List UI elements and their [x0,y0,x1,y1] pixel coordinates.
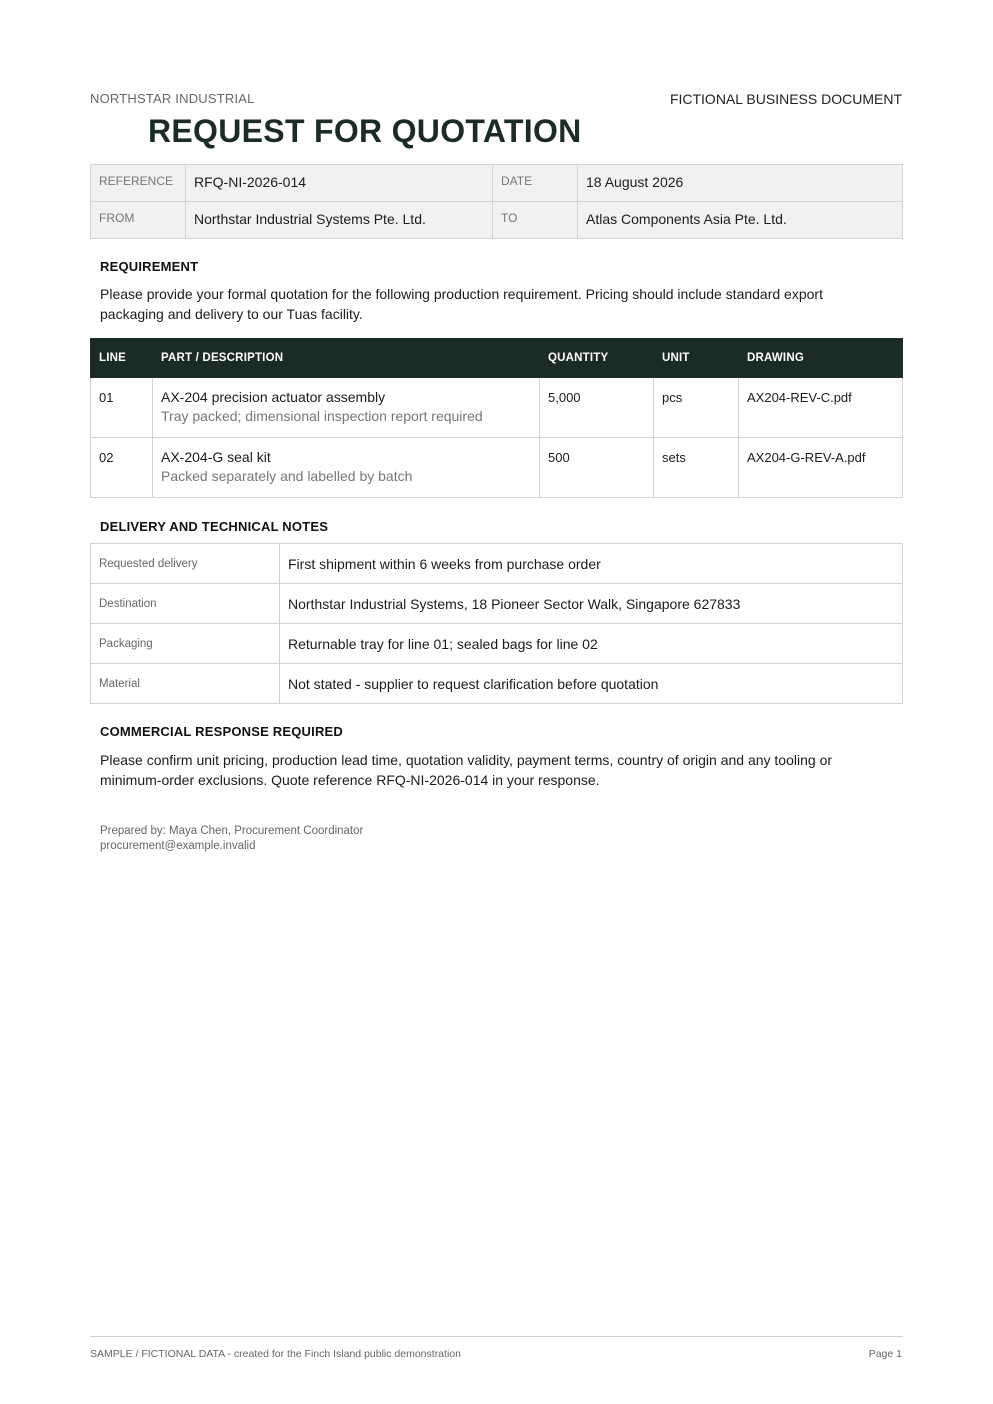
reference-label: REFERENCE [91,165,186,202]
from-label: FROM [91,202,186,239]
to-label: TO [493,202,578,239]
items-table [90,338,903,498]
requirement-heading: REQUIREMENT [100,259,199,274]
column-header-unit: UNIT [654,339,739,378]
company-name: NORTHSTAR INDUSTRIAL [90,91,255,106]
unit-value: sets [654,438,739,498]
date-label: DATE [493,165,578,202]
drawing-filename: AX204-REV-C.pdf [739,378,903,438]
meta-row [91,165,903,202]
column-header-line: LINE [91,339,153,378]
note-label: Packaging [91,624,280,664]
reference-value: RFQ-NI-2026-014 [186,165,493,202]
column-header-drawing: DRAWING [739,339,903,378]
note-label: Requested delivery [91,544,280,584]
part-note: Tray packed; dimensional inspection report required [161,408,483,424]
quantity-value: 500 [540,438,654,498]
part-cell [153,438,540,498]
table-row [91,378,903,438]
note-value: Returnable tray for line 01; sealed bags for line 02 [280,624,903,664]
table-row [91,438,903,498]
line-number: 01 [91,378,153,438]
document-type-label: FICTIONAL BUSINESS DOCUMENT [669,91,902,107]
part-name: AX-204 precision actuator assembly [161,389,386,405]
meta-row [91,202,903,239]
part-name: AX-204-G seal kit [161,449,271,465]
prepared-by-block [100,824,363,854]
unit-value: pcs [654,378,739,438]
table-row [91,664,903,704]
from-value: Northstar Industrial Systems Pte. Ltd. [186,202,493,239]
note-label: Material [91,664,280,704]
note-value: Northstar Industrial Systems, 18 Pioneer Sector Walk, Singapore 627833 [280,584,903,624]
note-value: Not stated - supplier to request clarification before quotation [280,664,903,704]
drawing-filename: AX204-G-REV-A.pdf [739,438,903,498]
column-header-quantity: QUANTITY [540,339,654,378]
commercial-text: Please confirm unit pricing, production lead time, quotation validity, payment terms, country of origin and any tooling or minimum-order exclusions. Quote reference RFQ-NI-2026-014 in your response. [100,752,833,788]
note-label: Destination [91,584,280,624]
line-number: 02 [91,438,153,498]
note-value: First shipment within 6 weeks from purchase order [280,544,903,584]
document-title: REQUEST FOR QUOTATION [148,113,582,149]
requirement-text: Please provide your formal quotation for the following production requirement. Pricing should include standard export packaging and delivery to our Tuas facility. [100,286,823,322]
part-note: Packed separately and labelled by batch [161,468,413,484]
table-row [91,544,903,584]
part-cell [153,378,540,438]
table-row [91,584,903,624]
notes-table [90,543,903,704]
contact-email: procurement@example.invalid [100,840,256,852]
footer-divider [90,1336,903,1337]
prepared-by: Prepared by: Maya Chen, Procurement Coordinator [100,825,364,837]
quantity-value: 5,000 [540,378,654,438]
date-value: 18 August 2026 [578,165,903,202]
meta-table [90,164,903,239]
footer-disclaimer: SAMPLE / FICTIONAL DATA - created for the Finch Island public demonstration [90,1348,461,1360]
page-number: Page 1 [868,1348,902,1360]
table-row [91,624,903,664]
items-header-row [91,339,903,378]
column-header-part: PART / DESCRIPTION [153,339,540,378]
to-value: Atlas Components Asia Pte. Ltd. [578,202,903,239]
commercial-heading: COMMERCIAL RESPONSE REQUIRED [100,724,343,739]
notes-heading: DELIVERY AND TECHNICAL NOTES [100,519,329,534]
